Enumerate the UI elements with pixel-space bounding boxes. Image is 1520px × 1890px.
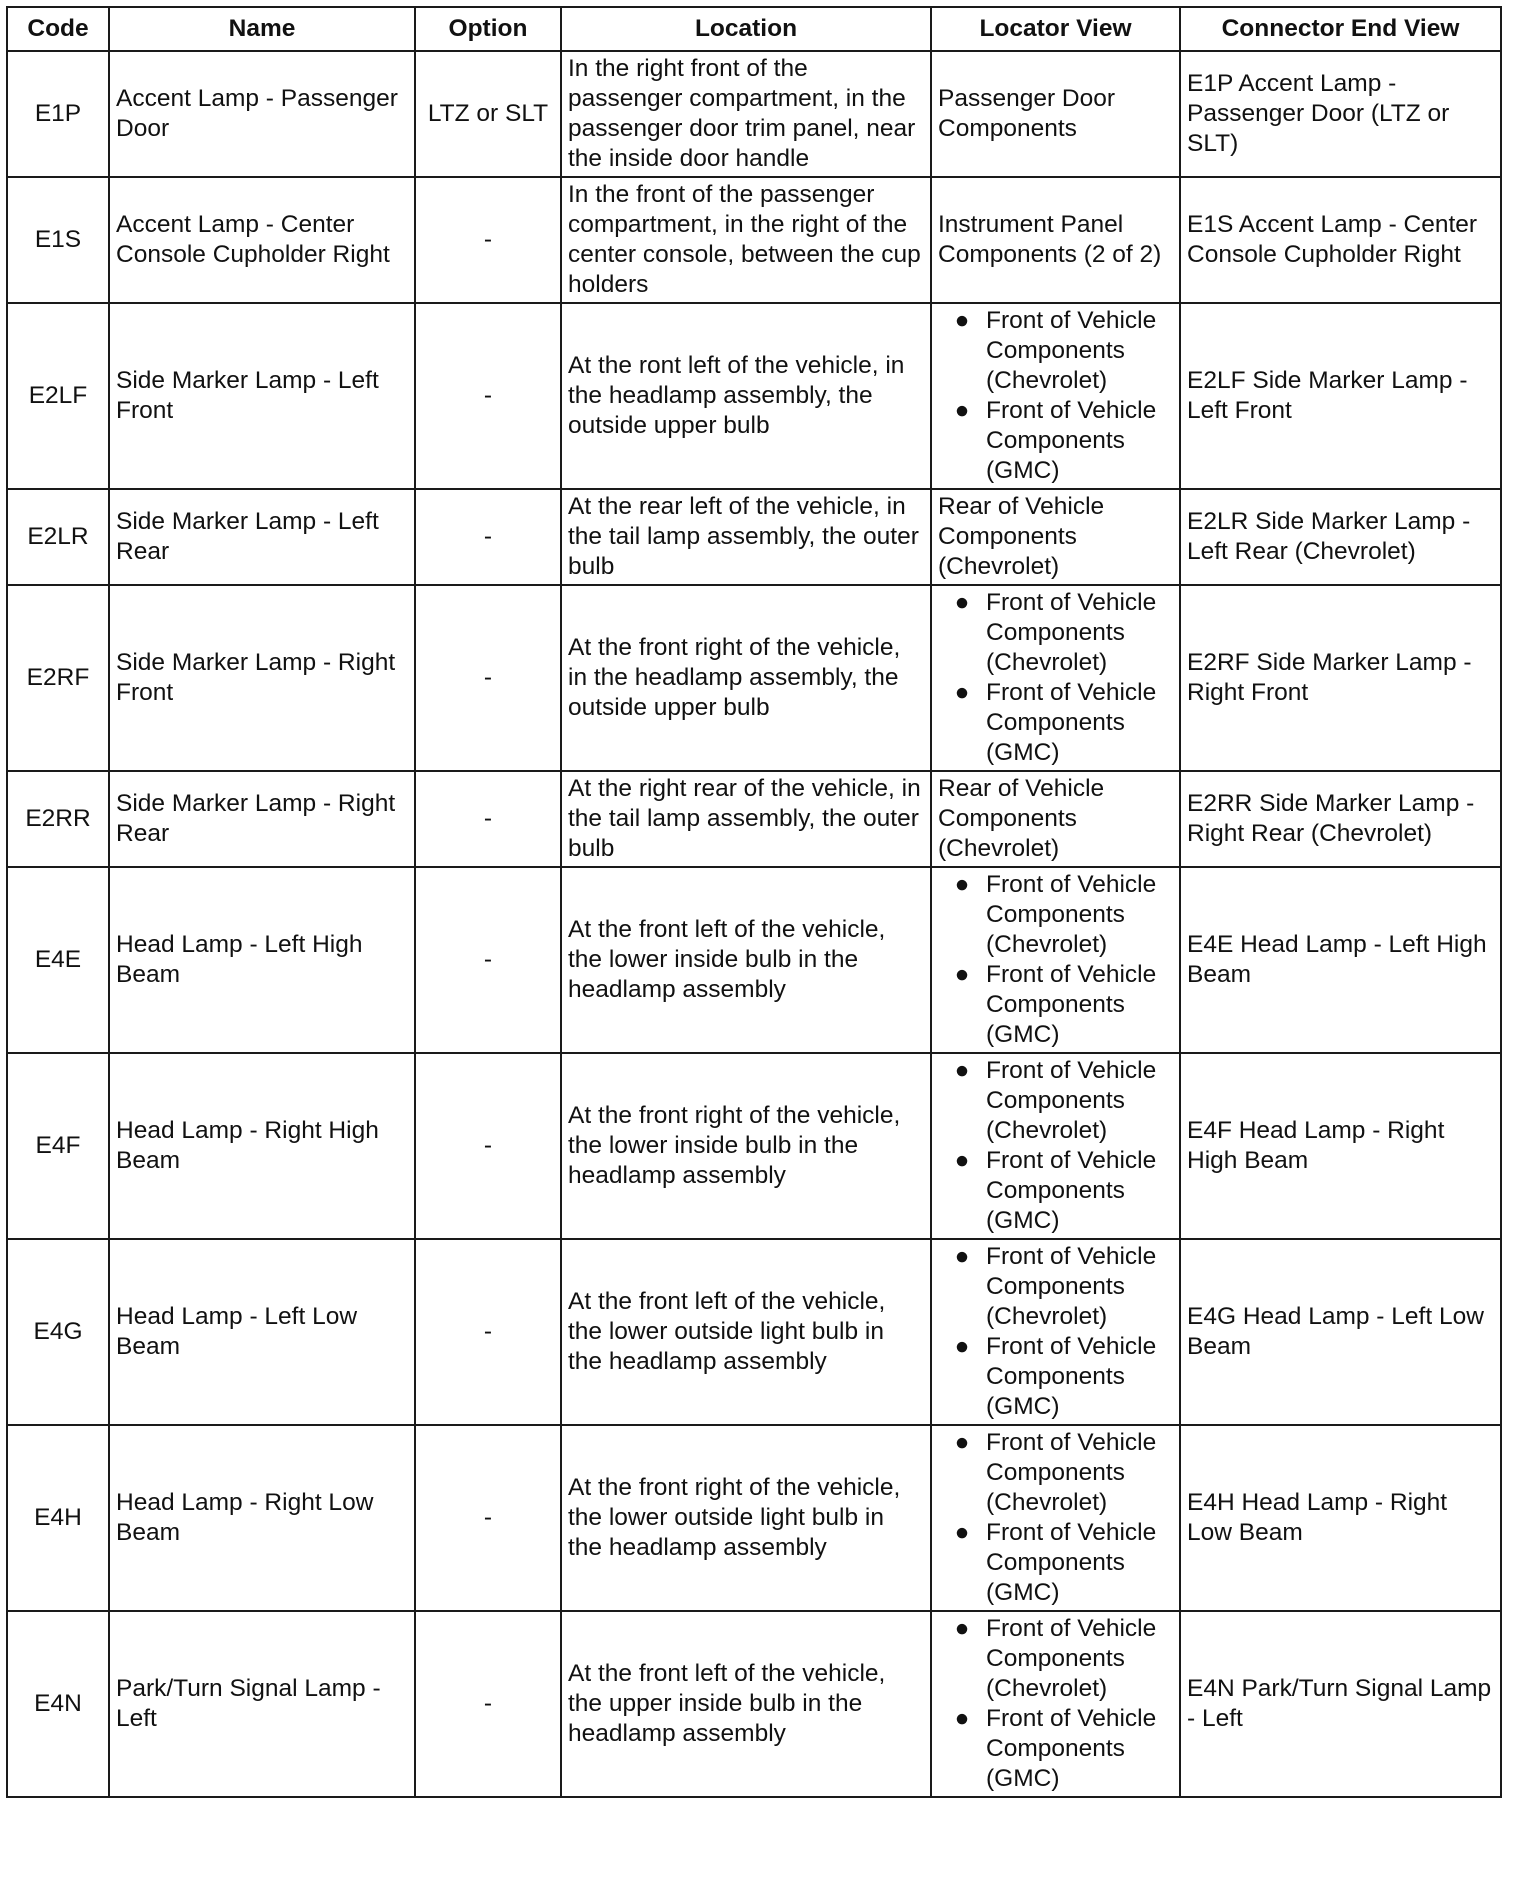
cell-location: At the front left of the vehicle, the lower outside light bulb in the headlamp assembly: [561, 1239, 931, 1425]
cell-connector-end-view: E4G Head Lamp - Left Low Beam: [1180, 1239, 1501, 1425]
cell-code: E4H: [7, 1425, 109, 1611]
cell-location: At the ront left of the vehicle, in the headlamp assembly, the outside upper bulb: [561, 303, 931, 489]
locator-item-text: Instrument Panel Components (2 of 2): [938, 211, 1162, 268]
locator-item-text: Front of Vehicle Components (GMC): [986, 679, 1157, 766]
cell-location: At the front right of the vehicle, in the headlamp assembly, the outside upper bulb: [561, 585, 931, 771]
cell-option: -: [415, 177, 561, 303]
cell-connector-end-view: E4F Head Lamp - Right High Beam: [1180, 1053, 1501, 1239]
table-body: [7, 51, 1501, 1797]
bullet-icon: ●: [954, 1429, 970, 1456]
locator-list-item: [954, 678, 1173, 768]
cell-connector-end-view: E2LR Side Marker Lamp - Left Rear (Chevrolet): [1180, 489, 1501, 585]
locator-item-text: Rear of Vehicle Components (Chevrolet): [938, 775, 1105, 862]
cell-connector-end-view: E4N Park/Turn Signal Lamp - Left: [1180, 1611, 1501, 1797]
cell-connector-end-view: E4E Head Lamp - Left High Beam: [1180, 867, 1501, 1053]
cell-option: -: [415, 303, 561, 489]
cell-option: -: [415, 1239, 561, 1425]
cell-locator-view: [931, 867, 1180, 1053]
locator-item-text: Front of Vehicle Components (GMC): [986, 1333, 1157, 1420]
locator-list-item: [954, 1056, 1173, 1146]
cell-location: At the right rear of the vehicle, in the tail lamp assembly, the outer bulb: [561, 771, 931, 867]
locator-item-text: Front of Vehicle Components (Chevrolet): [986, 1057, 1157, 1144]
cell-locator-view: [931, 585, 1180, 771]
header-locator-view: Locator View: [931, 7, 1180, 51]
cell-code: E2LF: [7, 303, 109, 489]
locator-item-text: Passenger Door Components: [938, 85, 1116, 142]
cell-name: Head Lamp - Left High Beam: [109, 867, 415, 1053]
locator-list-item: [954, 1704, 1173, 1794]
table-row-e4g: [7, 1239, 1501, 1425]
cell-code: E4N: [7, 1611, 109, 1797]
locator-item-text: Front of Vehicle Components (GMC): [986, 1519, 1157, 1606]
locator-item-text: Front of Vehicle Components (GMC): [986, 1147, 1157, 1234]
cell-location: In the right front of the passenger compartment, in the passenger door trim panel, near the inside door handle: [561, 51, 931, 177]
locator-item-text: Front of Vehicle Components (Chevrolet): [986, 589, 1157, 676]
cell-connector-end-view: E2RF Side Marker Lamp - Right Front: [1180, 585, 1501, 771]
cell-option: -: [415, 1425, 561, 1611]
table-row-e4n: [7, 1611, 1501, 1797]
bullet-icon: ●: [954, 307, 970, 334]
bullet-icon: ●: [954, 961, 970, 988]
cell-option: -: [415, 585, 561, 771]
locator-list-item: [954, 870, 1173, 960]
cell-name: Accent Lamp - Center Console Cupholder Right: [109, 177, 415, 303]
cell-name: Side Marker Lamp - Left Front: [109, 303, 415, 489]
table-header: [7, 7, 1501, 51]
cell-name: Head Lamp - Left Low Beam: [109, 1239, 415, 1425]
cell-locator-view: [931, 1611, 1180, 1797]
table-row-e2rf: [7, 585, 1501, 771]
cell-locator-view: [931, 303, 1180, 489]
locator-list: [938, 1428, 1173, 1608]
bullet-icon: ●: [954, 1057, 970, 1084]
locator-list: [938, 306, 1173, 486]
locator-item-text: Front of Vehicle Components (GMC): [986, 397, 1157, 484]
cell-location: At the rear left of the vehicle, in the tail lamp assembly, the outer bulb: [561, 489, 931, 585]
locator-list-item: [954, 1146, 1173, 1236]
cell-name: Accent Lamp - Passenger Door: [109, 51, 415, 177]
locator-list-item: [954, 1332, 1173, 1422]
cell-locator-view: [931, 489, 1180, 585]
locator-list-item: [954, 1242, 1173, 1332]
bullet-icon: ●: [954, 679, 970, 706]
cell-code: E2RR: [7, 771, 109, 867]
cell-connector-end-view: E1P Accent Lamp - Passenger Door (LTZ or SLT): [1180, 51, 1501, 177]
bullet-icon: ●: [954, 589, 970, 616]
cell-name: Side Marker Lamp - Right Rear: [109, 771, 415, 867]
cell-locator-view: [931, 1053, 1180, 1239]
locator-item-text: Rear of Vehicle Components (Chevrolet): [938, 493, 1105, 580]
locator-item-text: Front of Vehicle Components (GMC): [986, 1705, 1157, 1792]
cell-connector-end-view: E4H Head Lamp - Right Low Beam: [1180, 1425, 1501, 1611]
cell-name: Head Lamp - Right High Beam: [109, 1053, 415, 1239]
cell-code: E4E: [7, 867, 109, 1053]
table-row-e2lr: [7, 489, 1501, 585]
cell-option: -: [415, 1053, 561, 1239]
header-option: Option: [415, 7, 561, 51]
header-connector-end-view: Connector End View: [1180, 7, 1501, 51]
cell-option: -: [415, 771, 561, 867]
locator-list-item: [954, 396, 1173, 486]
cell-code: E2LR: [7, 489, 109, 585]
cell-locator-view: [931, 1425, 1180, 1611]
locator-item-text: Front of Vehicle Components (Chevrolet): [986, 1243, 1157, 1330]
locator-item-text: Front of Vehicle Components (Chevrolet): [986, 1615, 1157, 1702]
cell-code: E1S: [7, 177, 109, 303]
cell-code: E1P: [7, 51, 109, 177]
header-name: Name: [109, 7, 415, 51]
cell-location: At the front left of the vehicle, the upper inside bulb in the headlamp assembly: [561, 1611, 931, 1797]
locator-item-text: Front of Vehicle Components (Chevrolet): [986, 871, 1157, 958]
cell-connector-end-view: E2LF Side Marker Lamp - Left Front: [1180, 303, 1501, 489]
cell-name: Park/Turn Signal Lamp - Left: [109, 1611, 415, 1797]
cell-name: Head Lamp - Right Low Beam: [109, 1425, 415, 1611]
cell-location: At the front right of the vehicle, the lower inside bulb in the headlamp assembly: [561, 1053, 931, 1239]
cell-code: E2RF: [7, 585, 109, 771]
table-row-e4f: [7, 1053, 1501, 1239]
table-row-e4h: [7, 1425, 1501, 1611]
table-row-e2lf: [7, 303, 1501, 489]
cell-option: -: [415, 489, 561, 585]
locator-list: [938, 870, 1173, 1050]
locator-list: [938, 588, 1173, 768]
cell-name: Side Marker Lamp - Left Rear: [109, 489, 415, 585]
locator-item-text: Front of Vehicle Components (Chevrolet): [986, 307, 1157, 394]
cell-location: In the front of the passenger compartment, in the right of the center console, between the cup holders: [561, 177, 931, 303]
locator-list: [938, 1056, 1173, 1236]
bullet-icon: ●: [954, 1147, 970, 1174]
locator-list-item: [954, 1428, 1173, 1518]
cell-locator-view: [931, 51, 1180, 177]
cell-connector-end-view: E1S Accent Lamp - Center Console Cupholder Right: [1180, 177, 1501, 303]
table-row-e1s: [7, 177, 1501, 303]
cell-locator-view: [931, 177, 1180, 303]
locator-list-item: [954, 588, 1173, 678]
cell-option: LTZ or SLT: [415, 51, 561, 177]
cell-code: E4G: [7, 1239, 109, 1425]
cell-location: At the front left of the vehicle, the lower inside bulb in the headlamp assembly: [561, 867, 931, 1053]
locator-list: [938, 1242, 1173, 1422]
bullet-icon: ●: [954, 1333, 970, 1360]
locator-list-item: [954, 1518, 1173, 1608]
cell-name: Side Marker Lamp - Right Front: [109, 585, 415, 771]
bullet-icon: ●: [954, 871, 970, 898]
locator-list: [938, 1614, 1173, 1794]
locator-item-text: Front of Vehicle Components (GMC): [986, 961, 1157, 1048]
cell-option: -: [415, 867, 561, 1053]
header-location: Location: [561, 7, 931, 51]
cell-option: -: [415, 1611, 561, 1797]
bullet-icon: ●: [954, 1615, 970, 1642]
table-row-e4e: [7, 867, 1501, 1053]
cell-locator-view: [931, 1239, 1180, 1425]
header-row: [7, 7, 1501, 51]
bullet-icon: ●: [954, 1519, 970, 1546]
locator-list-item: [954, 960, 1173, 1050]
locator-item-text: Front of Vehicle Components (Chevrolet): [986, 1429, 1157, 1516]
table-row-e2rr: [7, 771, 1501, 867]
component-table: [6, 6, 1502, 1798]
cell-locator-view: [931, 771, 1180, 867]
locator-list-item: [954, 306, 1173, 396]
header-code: Code: [7, 7, 109, 51]
bullet-icon: ●: [954, 1705, 970, 1732]
locator-list-item: [954, 1614, 1173, 1704]
table-row-e1p: [7, 51, 1501, 177]
bullet-icon: ●: [954, 1243, 970, 1270]
cell-location: At the front right of the vehicle, the lower outside light bulb in the headlamp assembly: [561, 1425, 931, 1611]
bullet-icon: ●: [954, 397, 970, 424]
cell-connector-end-view: E2RR Side Marker Lamp - Right Rear (Chevrolet): [1180, 771, 1501, 867]
component-locator-sheet: [6, 6, 1500, 1798]
cell-code: E4F: [7, 1053, 109, 1239]
